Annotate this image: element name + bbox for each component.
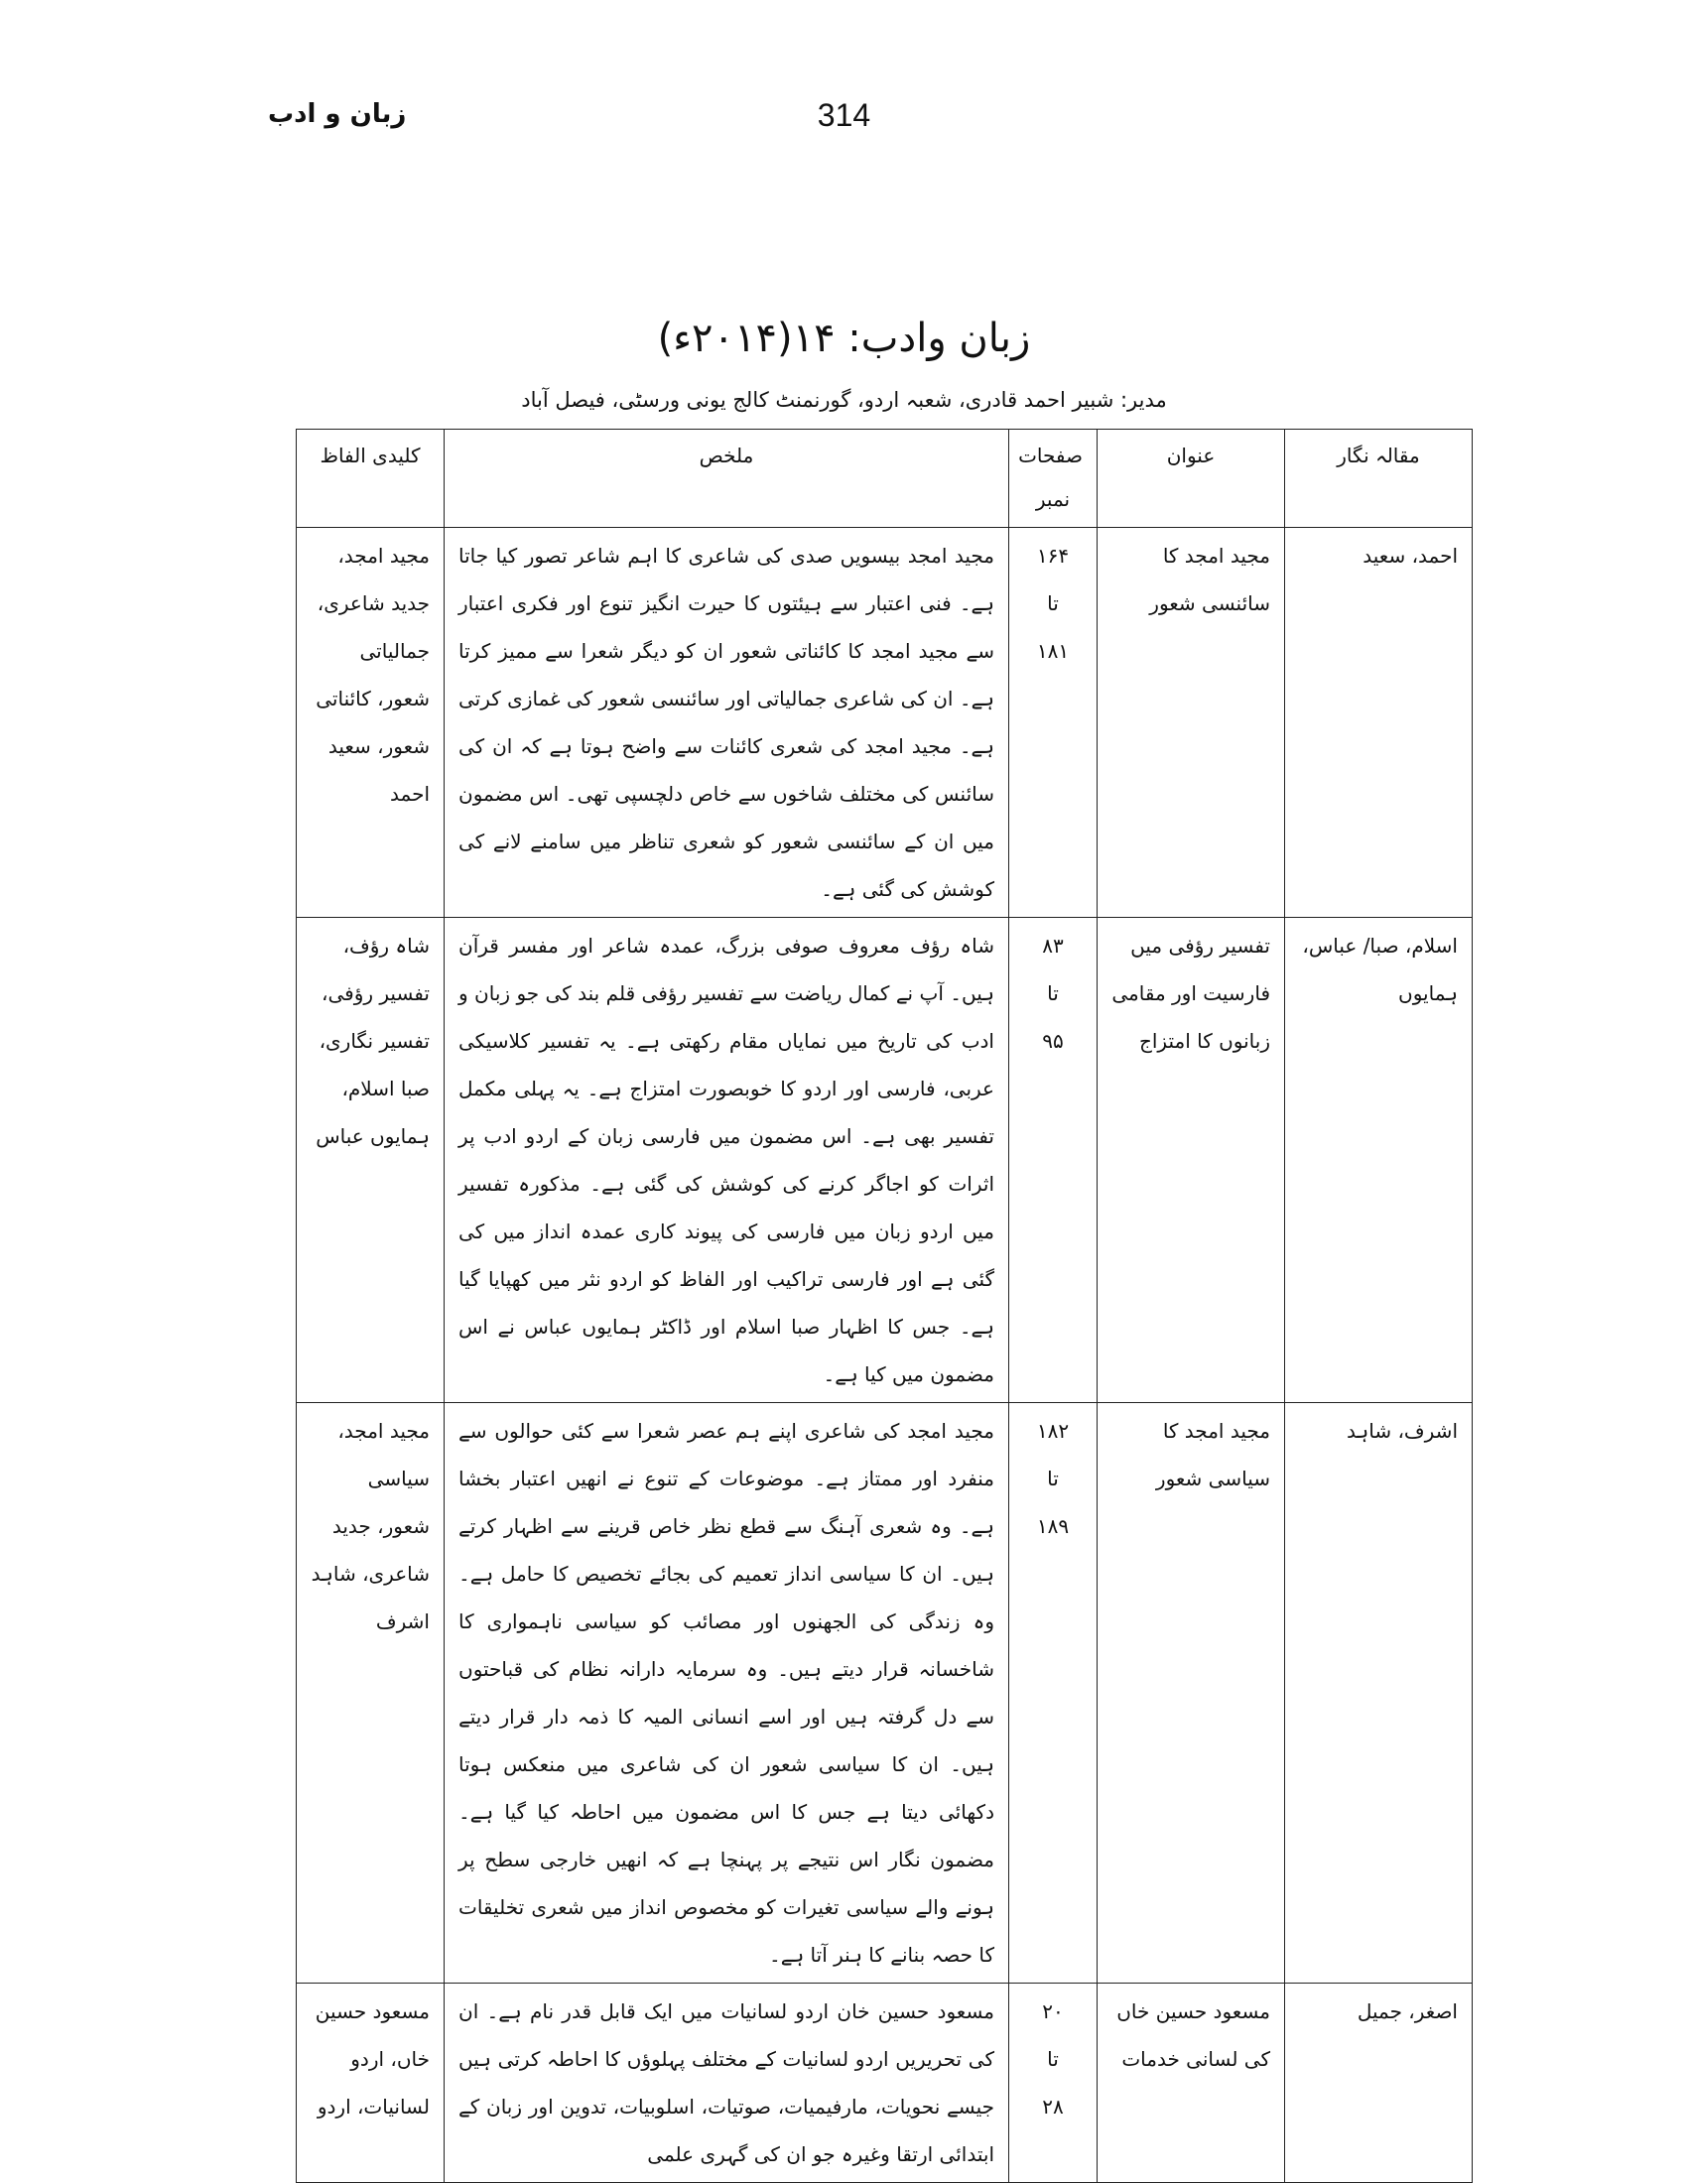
table-row: [297, 1403, 1473, 1984]
table-row: [297, 918, 1473, 1403]
keywords-cell: مجید امجد، سیاسی شعور، جدید شاعری، شاہد اشرف: [297, 1403, 445, 1984]
author-cell: اصغر، جمیل: [1285, 1984, 1473, 2183]
table-header-row: [297, 430, 1473, 528]
page-to-word: تا: [1047, 981, 1059, 1005]
page-subtitle: مدیر: شبیر احمد قادری، شعبہ اردو، گورنمنٹ کالج یونی ورسٹی، فیصل آباد: [521, 388, 1167, 412]
abstract-cell: مجید امجد کی شاعری اپنے ہم عصر شعرا سے کئی حوالوں سے منفرد اور ممتاز ہے۔ موضوعات کے تنوع نے انھیں اعتبار بخشا ہے۔ وہ شعری آہنگ سے قطع نظر خاص قرینے سے اظہار کرتے ہیں۔ ان کا سیاسی انداز تعمیم کی بجائے تخصیص کا حامل ہے۔ وہ زندگی کی الجھنوں اور مصائب کو سیاسی ناہمواری کا شاخسانہ قرار دیتے ہیں۔ وہ سرمایہ دارانہ نظام کی قباحتوں سے دل گرفتہ ہیں اور اسے انسانی المیہ کا ذمہ دار قرار دیتے ہیں۔ ان کا سیاسی شعور ان کی شاعری میں منعکس ہوتا دکھائی دیتا ہے جس کا اس مضمون میں احاطہ کیا گیا ہے۔ مضمون نگار اس نتیجے پر پہنچا ہے کہ انھیں خارجی سطح پر ہونے والے سیاسی تغیرات کو مخصوص انداز میں شعری تخلیقات کا حصہ بنانے کا ہنر آتا ہے۔: [445, 1403, 1009, 1984]
title-cell: تفسیر رؤفی میں فارسیت اور مقامی زبانوں کا امتزاج: [1098, 918, 1285, 1403]
page-from: ۸۳: [1042, 934, 1064, 958]
articles-table: [296, 429, 1473, 2183]
page-title: زبان وادب: ۱۴(۲۰۱۴ء): [657, 316, 1031, 361]
column-header-author: مقالہ نگار: [1285, 430, 1473, 528]
keywords-cell: مجید امجد، جدید شاعری، جمالیاتی شعور، کائناتی شعور، سعید احمد: [297, 528, 445, 918]
page-to-word: تا: [1047, 591, 1059, 615]
column-header-pages: صفحات نمبر: [1009, 430, 1098, 528]
author-cell: اسلام، صبا/ عباس، ہمایوں: [1285, 918, 1473, 1403]
title-cell: مسعود حسین خاں کی لسانی خدمات: [1098, 1984, 1285, 2183]
page-number: 314: [817, 97, 871, 133]
pages-cell: [1009, 1403, 1098, 1984]
table-row: [297, 528, 1473, 918]
title-cell: مجید امجد کا سیاسی شعور: [1098, 1403, 1285, 1984]
column-header-abstract: ملخص: [445, 430, 1009, 528]
page-to-word: تا: [1047, 1467, 1059, 1490]
page-from: ۲۰: [1042, 1999, 1064, 2023]
page-to-word: تا: [1047, 2047, 1059, 2071]
column-header-title: عنوان: [1098, 430, 1285, 528]
table-row: [297, 1984, 1473, 2183]
abstract-cell: شاہ رؤف معروف صوفی بزرگ، عمدہ شاعر اور مفسر قرآن ہیں۔ آپ نے کمال ریاضت سے تفسیر رؤفی قلم بند کی جو زبان و ادب کی تاریخ میں نمایاں مقام رکھتی ہے۔ یہ تفسیر کلاسیکی عربی، فارسی اور اردو کا خوبصورت امتزاج ہے۔ یہ پہلی مکمل تفسیر بھی ہے۔ اس مضمون میں فارسی زبان کے اردو ادب پر اثرات کو اجاگر کرنے کی کوشش کی گئی ہے۔ مذکورہ تفسیر میں اردو زبان میں فارسی کی پیوند کاری عمدہ انداز میں کی گئی ہے اور فارسی تراکیب اور الفاظ کو اردو نثر میں کھپایا گیا ہے۔ جس کا اظہار صبا اسلام اور ڈاکٹر ہمایوں عباس نے اس مضمون میں کیا ہے۔: [445, 918, 1009, 1403]
author-cell: احمد، سعید: [1285, 528, 1473, 918]
page-to: ۲۸: [1042, 2095, 1064, 2119]
page-to: ۱۸۹: [1036, 1514, 1070, 1538]
abstract-cell: مسعود حسین خان اردو لسانیات میں ایک قابل قدر نام ہے۔ ان کی تحریریں اردو لسانیات کے مختلف پہلوؤں کا احاطہ کرتی ہیں جیسے نحویات، مارفیمیات، صوتیات، اسلوبیات، تدوین اور زبان کے ابتدائی ارتقا وغیرہ جو ان کی گہری علمی: [445, 1984, 1009, 2183]
pages-cell: [1009, 1984, 1098, 2183]
pages-cell: [1009, 528, 1098, 918]
page-from: ۱۶۴: [1036, 544, 1070, 568]
abstract-cell: مجید امجد بیسویں صدی کی شاعری کا اہم شاعر تصور کیا جاتا ہے۔ فنی اعتبار سے ہیئتوں کا حیرت انگیز تنوع اور فکری اعتبار سے مجید امجد کا کائناتی شعور ان کو دیگر شعرا سے ممیز کرتا ہے۔ ان کی شاعری جمالیاتی اور سائنسی شعور کی غمازی کرتی ہے۔ مجید امجد کی شعری کائنات سے واضح ہوتا ہے کہ ان کی سائنس کی مختلف شاخوں سے خاص دلچسپی تھی۔ اس مضمون میں ان کے سائنسی شعور کو شعری تناظر میں سامنے لانے کی کوشش کی گئی ہے۔: [445, 528, 1009, 918]
page-from: ۱۸۲: [1036, 1419, 1070, 1443]
keywords-cell: مسعود حسین خاں، اردو لسانیات، اردو: [297, 1984, 445, 2183]
author-cell: اشرف، شاہد: [1285, 1403, 1473, 1984]
keywords-cell: شاہ رؤف، تفسیر رؤفی، تفسیر نگاری، صبا اسلام، ہمایوں عباس: [297, 918, 445, 1403]
journal-running-head: زبان و ادب: [268, 99, 407, 129]
page-to: ۱۸۱: [1036, 639, 1070, 663]
page-to: ۹۵: [1042, 1029, 1064, 1053]
column-header-keywords: کلیدی الفاظ: [297, 430, 445, 528]
title-cell: مجید امجد کا سائنسی شعور: [1098, 528, 1285, 918]
pages-cell: [1009, 918, 1098, 1403]
